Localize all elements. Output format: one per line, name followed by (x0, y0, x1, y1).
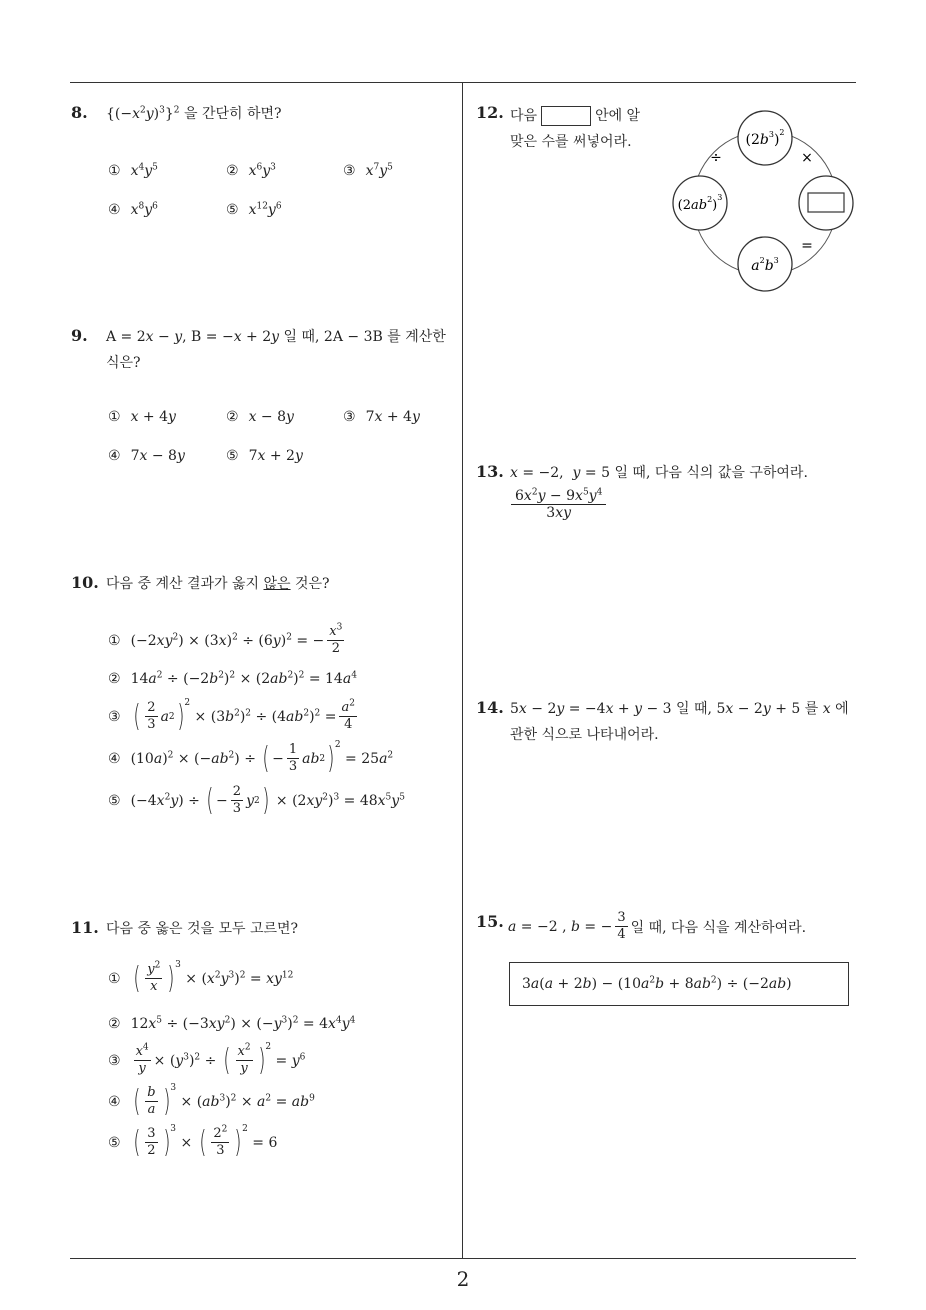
q12-number: 12. (476, 103, 504, 122)
q10-stem: 다음 중 계산 결과가 옳지 않은 것은? (106, 576, 330, 592)
q8-choice-4[interactable]: ④ $x^8y^6$ (108, 201, 158, 218)
q8-number: 8. (71, 103, 88, 122)
q10-choice-5[interactable]: ⑤ $(-4x^2y)$ ÷ ( − $\frac{2}{3}$ y 2 ) × $(2xy^2)^3 = 48x^5y^5$ (108, 782, 405, 818)
top-rule (70, 82, 856, 83)
q15-stem: a = −2 , b = − $\frac{3}{4}$ 일 때, 다음 식을 계산하여라. (508, 910, 807, 942)
q14-stem: 5x − 2y = −4x + y − 3 일 때, 5x − 2y + 5 를 x 에 관한 식으로 나타내어라. (510, 701, 849, 743)
q15-expression-box: $3a(a + 2b) - (10a^2b + 8ab^2) \div (-2ab)$ (509, 962, 849, 1006)
q12-blank (541, 106, 591, 126)
q10-choice-3[interactable]: ③ ( $\frac{2}{3}$ a 2 ) 2 × $(3b^2)^2 \div (4ab^2)^2$ = $\frac{a^2}{4}$ (108, 697, 355, 734)
q9-number: 9. (71, 326, 88, 345)
q10-choice-1[interactable]: ① $(-2xy^2) \times (3x)^2 \div (6y)^2$ = − $\frac{x^3}{2}$ (108, 622, 343, 656)
page-number: 2 (456, 1267, 470, 1291)
q9-choice-4[interactable]: ④ 7x − 8y (108, 448, 185, 464)
q8-choice-3[interactable]: ③ $x^7y^5$ (343, 162, 393, 179)
q8-choice-2[interactable]: ② $x^6y^3$ (226, 162, 276, 179)
q12-answer-box (808, 193, 844, 212)
q10-number: 10. (71, 573, 99, 592)
q12-times-symbol: × (801, 150, 813, 166)
q8-choice-1[interactable]: ① $x^4y^5$ (108, 162, 158, 179)
q9-stem: A = 2x − y, B = −x + 2y 일 때, 2A − 3B 를 계산한 식은? (106, 329, 446, 371)
q10-choice-2[interactable]: ② $14a^2 \div (-2b^2)^2 \times (2ab^2)^2 = 14a^4$ (108, 670, 357, 687)
q9-choice-3[interactable]: ③ 7x + 4y (343, 409, 420, 425)
bottom-rule (70, 1258, 856, 1259)
q12-stem: 다음 안에 알 맞은 수를 써넣어라. (510, 108, 641, 150)
q11-choice-3[interactable]: ③ $\frac{x^4}{y}$ × $(y^3)^2$ ÷ ( $\frac{x^2}{y}$ ) 2 = $y^6$ (108, 1041, 306, 1078)
q11-number: 11. (71, 918, 99, 937)
q11-choice-5[interactable]: ⑤ ( $\frac{3}{2}$ ) 3 × ( $\frac{2^2}{3}$ ) 2 = 6 (108, 1123, 278, 1160)
q13-number: 13. (476, 462, 504, 481)
q13-stem: x = −2, y = 5 일 때, 다음 식의 값을 구하여라. (510, 465, 808, 481)
q11-stem: 다음 중 옳은 것을 모두 고르면? (106, 921, 299, 937)
q12-node-bottom-text: $a^2b^3$ (751, 256, 779, 274)
q9-choice-2[interactable]: ② x − 8y (226, 409, 294, 425)
q15-number: 15. (476, 912, 504, 931)
q13-expression: $\frac{6x^2y - 9x^5y^4}{3xy}$ (508, 488, 609, 521)
q12-divide-symbol: ÷ (710, 150, 722, 166)
q10-choice-4[interactable]: ④ $(10a)^2 \times (-ab^2)$ ÷ ( − $\frac{1}{3}$ ab 2 ) 2 = $25a^2$ (108, 739, 394, 776)
q12-circle-diagram (668, 106, 858, 296)
q14-number: 14. (476, 698, 504, 717)
q12-node-left-text: $(2ab^2)^3$ (677, 193, 723, 213)
q11-choice-1[interactable]: ① ( $\frac{y^2}{x}$ ) 3 × $(x^2y^3)^2 = xy^{12}$ (108, 959, 294, 996)
q11-choice-4[interactable]: ④ ( $\frac{b}{a}$ ) 3 × $(ab^3)^2 \times a^2 = ab^9$ (108, 1082, 315, 1119)
q12-node-top-text: $(2b^3)^2$ (745, 128, 785, 148)
q8-stem: $\{(-x^2y)^3\}^2$ 을 간단히 하면? (106, 105, 282, 122)
q9-choice-5[interactable]: ⑤ 7x + 2y (226, 448, 303, 464)
q11-choice-2[interactable]: ② $12x^5 \div (-3xy^2) \times (-y^3)^2 = 4x^4y^4$ (108, 1015, 356, 1032)
q8-choice-5[interactable]: ⑤ $x^{12}y^6$ (226, 201, 282, 218)
q12-equals-symbol: = (801, 238, 813, 254)
column-divider (462, 83, 463, 1259)
q9-choice-1[interactable]: ① x + 4y (108, 409, 176, 425)
